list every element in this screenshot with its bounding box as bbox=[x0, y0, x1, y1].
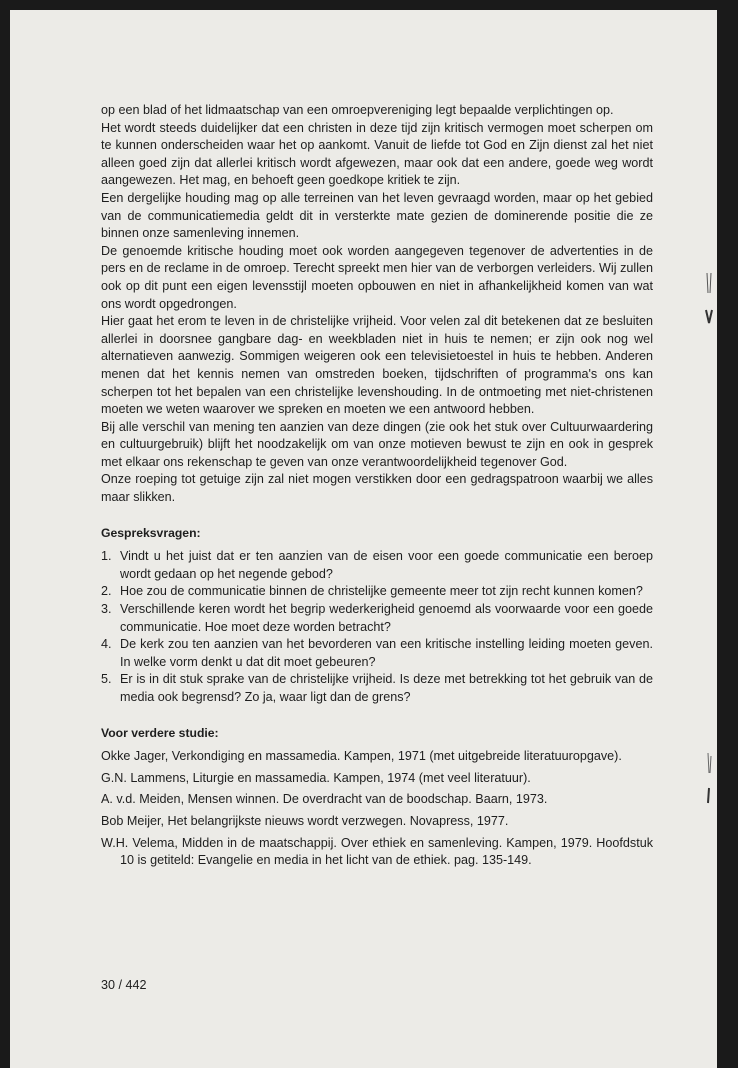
paragraph: Hier gaat het erom te leven in de christelijke vrijheid. Voor velen zal dit betekenen dat ze besluiten allerlei in doorsnee gangbare dag- en weekbladen niet in huis te nemen; er zijn ook nog wel alternatieven aanwezig. Sommigen weigeren ook een televisietoestel in huis te hebben. Anderen menen dat het kennis nemen van omstreden boeken, tijdschriften of programma's ons kan scherpen tot het bepalen van een christelijke levenshouding. In de ontmoeting met niet-christenen moeten we weten waarover we spreken en moeten we een antwoord hebben. bbox=[101, 314, 653, 417]
further-study-list bbox=[101, 748, 653, 870]
list-item bbox=[101, 548, 653, 583]
item-text: De kerk zou ten aanzien van het bevorderen van een kritische instelling leiding moeten geven. In welke vorm denkt u dat dit moet gebeuren? bbox=[120, 637, 653, 669]
reference-item: W.H. Velema, Midden in de maatschappij. Over ethiek en samenleving. Kampen, 1979. Hoofdstuk 10 is getiteld: Evangelie en media in het licht van de ethiek. pag. 135-149. bbox=[101, 835, 653, 868]
body-text bbox=[101, 102, 653, 507]
paragraph: Bij alle verschil van mening ten aanzien van deze dingen (zie ook het stuk over Cultuurwaardering en cultuurgebruik) blijft het noodzakelijk om van onze motieven bewust te zijn en ook in gesprek met elkaar ons rekenschap te geven van onze verantwoordelijkheid tegenover God. bbox=[101, 419, 653, 469]
item-number: 3. bbox=[101, 602, 112, 617]
bleed-through-mark bbox=[704, 268, 714, 328]
paragraph: Het wordt steeds duidelijker dat een christen in deze tijd zijn kritisch vermogen moet scherpen om te kunnen onderscheiden waar het op aankomt. Vanuit de liefde tot God en Zijn dienst zal het niet alleen goed zijn dat allerlei kritisch wordt afgewezen, maar ook dat een andere, goede weg wordt aangewezen. Het mag, en behoeft geen goedkope kritiek te zijn. bbox=[101, 120, 653, 188]
paragraph: op een blad of het lidmaatschap van een omroepvereniging legt bepaalde verplichtingen op. bbox=[101, 103, 614, 117]
item-number: 5. bbox=[101, 672, 112, 687]
reference-item: Bob Meijer, Het belangrijkste nieuws wordt verzwegen. Novapress, 1977. bbox=[101, 813, 509, 828]
discussion-questions-list bbox=[101, 548, 653, 706]
page-number: 30 / 442 bbox=[101, 978, 147, 992]
item-number: 1. bbox=[101, 549, 112, 564]
further-study-heading: Voor verdere studie: bbox=[101, 725, 219, 740]
reference-item: A. v.d. Meiden, Mensen winnen. De overdracht van de boodschap. Baarn, 1973. bbox=[101, 792, 548, 807]
reference-item: Okke Jager, Verkondiging en massamedia. Kampen, 1971 (met uitgebreide literatuuropgave). bbox=[101, 749, 622, 764]
item-number: 4. bbox=[101, 637, 112, 652]
list-item bbox=[101, 636, 653, 671]
bleed-through-mark bbox=[704, 748, 714, 808]
item-text: Vindt u het juist dat er ten aanzien van de eisen voor een goede communicatie een beroep wordt gedaan op het negende gebod? bbox=[120, 549, 653, 581]
paragraph: Onze roeping tot getuige zijn zal niet mogen verstikken door een gedragspatroon waarbij we alles maar slikken. bbox=[101, 472, 653, 505]
item-text: Er is in dit stuk sprake van de christelijke vrijheid. Is deze met betrekking tot het gebruik van de media ook begrensd? Zo ja, waar ligt dan de grens? bbox=[120, 672, 653, 704]
item-number: 2. bbox=[101, 584, 112, 599]
document-page bbox=[10, 10, 717, 1068]
page-content bbox=[101, 102, 653, 874]
paragraph: De genoemde kritische houding moet ook worden aangegeven tegenover de advertenties in de pers en de reclame in de omroep. Terecht spreekt men hier van de verborgen verleiders. Wij zullen ook op dit punt een eigen levensstijl moeten opbouwen en niet in afhankelijkheid komen van wat ons wordt opgedrongen. bbox=[101, 243, 653, 311]
discussion-questions-heading: Gespreksvragen: bbox=[101, 525, 201, 540]
reference-item: G.N. Lammens, Liturgie en massamedia. Kampen, 1974 (met veel literatuur). bbox=[101, 770, 531, 785]
list-item bbox=[101, 583, 653, 601]
list-item bbox=[101, 671, 653, 706]
paragraph: Een dergelijke houding mag op alle terreinen van het leven gevraagd worden, maar op het gebied van de communicatiemedia geldt dit in versterkte mate gezien de dominerende positie die ze binnen onze samenleving innemen. bbox=[101, 190, 653, 241]
item-text: Hoe zou de communicatie binnen de christelijke gemeente meer tot zijn recht kunnen komen? bbox=[120, 584, 643, 599]
item-text: Verschillende keren wordt het begrip wederkerigheid genoemd als voorwaarde voor een goede communicatie. Hoe moet deze worden betracht? bbox=[120, 602, 653, 634]
list-item bbox=[101, 601, 653, 636]
